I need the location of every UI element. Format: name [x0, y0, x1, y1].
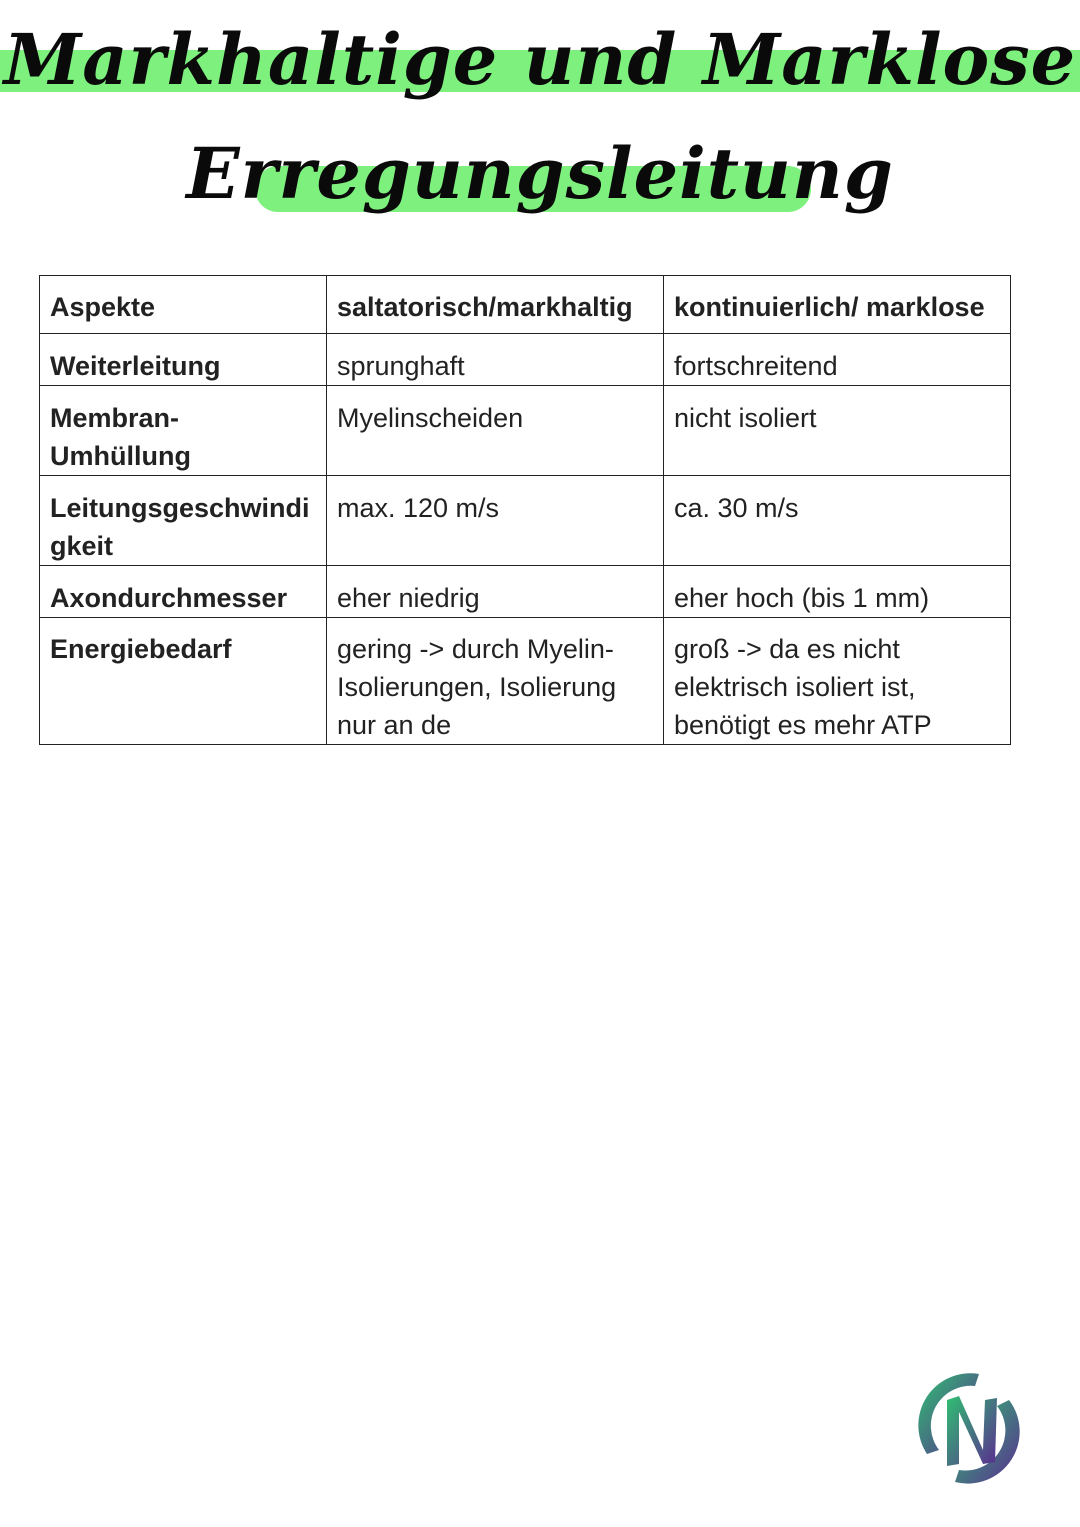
table-row [40, 386, 1011, 476]
header-cell: kontinuierlich/ marklose [664, 276, 1011, 334]
table-row [40, 476, 1011, 566]
comparison-table [39, 275, 1011, 745]
table-cell: max. 120 m/s [327, 476, 664, 566]
table-cell: eher hoch (bis 1 mm) [664, 566, 1011, 618]
table-row [40, 334, 1011, 386]
aspect-cell: Energiebedarf [40, 618, 327, 745]
table-cell: Myelinscheiden [327, 386, 664, 476]
table-cell: groß -> da es nicht elektrisch isoliert ist, benötigt es mehr ATP [664, 618, 1011, 745]
header-cell: saltatorisch/markhaltig [327, 276, 664, 334]
table-cell: nicht isoliert [664, 386, 1011, 476]
brand-logo-icon [905, 1366, 1035, 1490]
aspect-cell: Axondurchmesser [40, 566, 327, 618]
table-cell: gering -> durch Myelin-Isolierungen, Isolierung nur an de [327, 618, 664, 745]
header-cell: Aspekte [40, 276, 327, 334]
aspect-cell: Membran-Umhüllung [40, 386, 327, 476]
table-cell: sprunghaft [327, 334, 664, 386]
table-cell: eher niedrig [327, 566, 664, 618]
table-cell: fortschreitend [664, 334, 1011, 386]
table-cell: ca. 30 m/s [664, 476, 1011, 566]
table-header-row [40, 276, 1011, 334]
aspect-cell: Leitungsgeschwindigkeit [40, 476, 327, 566]
aspect-cell: Weiterleitung [40, 334, 327, 386]
table-row [40, 618, 1011, 745]
title-line-2: Erregungsleitung [186, 132, 894, 215]
title-line-1: Markhaltige und Marklose [3, 18, 1077, 101]
table-row [40, 566, 1011, 618]
